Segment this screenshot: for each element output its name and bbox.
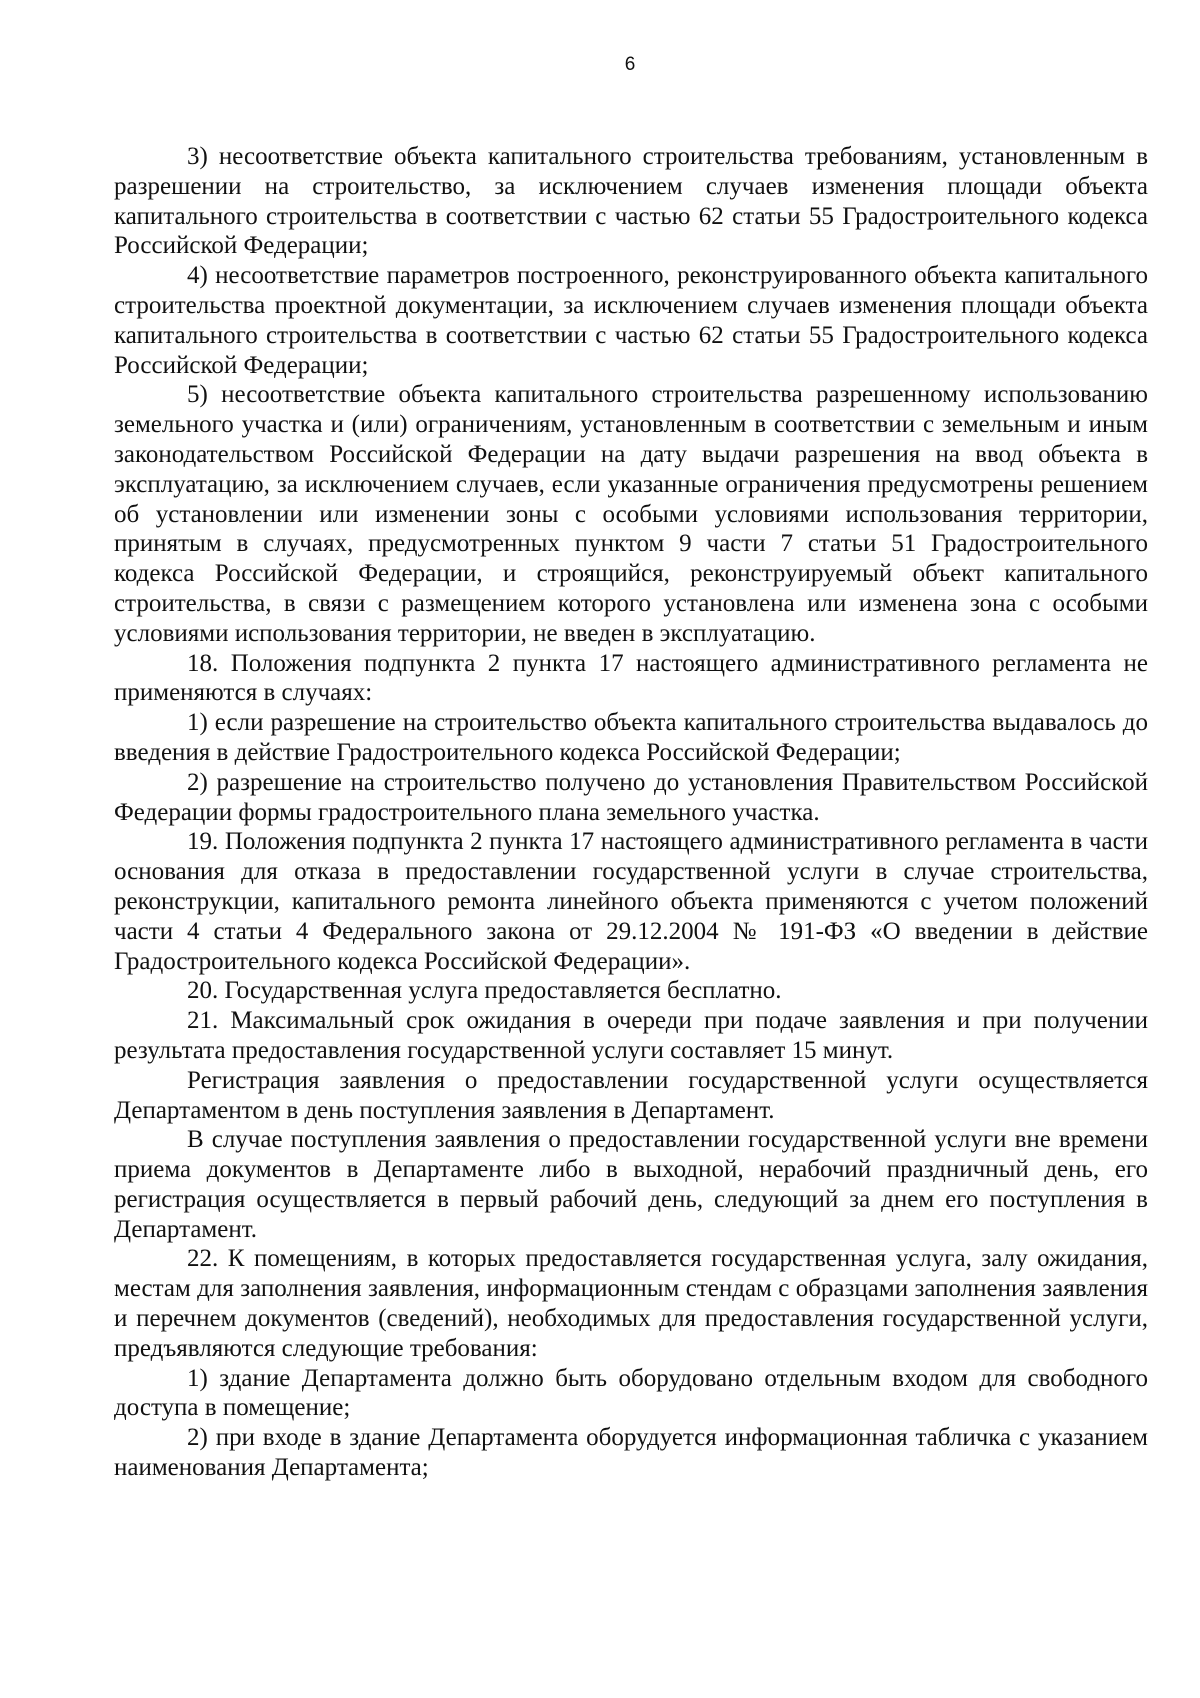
paragraph-18-item-1: 1) если разрешение на строительство объекта капитального строительства выдавалось до введения в действие Градостроительного кодекса Российской Федерации;: [114, 709, 1148, 766]
paragraph-21-off-hours: В случае поступления заявления о предоставлении государственной услуги вне времени приема документов в Департаменте либо в выходной, нерабочий праздничный день, его регистрация осуществляется в первый рабочий день, следующий за днем его поступления в Департамент.: [114, 1126, 1148, 1243]
paragraph-18-item-2: 2) разрешение на строительство получено до установления Правительством Российской Федерации формы градостроительного плана земельного участка.: [114, 768, 1148, 826]
paragraph-item-3: 3) несоответствие объекта капитального строительства требованиям, установленным в разрешении на строительство, за исключением случаев изменения площади объекта капитального строительства в соответствии с частью 62 статьи 55 Градостроительного кодекса Российской Федерации;: [114, 143, 1148, 260]
paragraph-22-item-1: 1) здание Департамента должно быть оборудовано отдельным входом для свободного доступа в помещение;: [114, 1364, 1148, 1422]
page-number: 6: [624, 54, 636, 75]
paragraph-22-item-2: 2) при входе в здание Департамента оборудуется информационная табличка с указанием наименования Департамента;: [114, 1424, 1148, 1482]
document-body: [114, 142, 1148, 1483]
paragraph-21: 21. Максимальный срок ожидания в очереди при подаче заявления и при получении результата предоставления государственной услуги составляет 15 минут.: [114, 1007, 1148, 1064]
paragraph-22: 22. К помещениям, в которых предоставляется государственная услуга, залу ожидания, местам для заполнения заявления, информационным стендам с образцами заполнения заявления и перечнем документов (сведений), необходимых для предоставления государственной услуги, предъявляются следующие требования:: [114, 1245, 1148, 1362]
paragraph-20: 20. Государственная услуга предоставляется бесплатно.: [187, 977, 782, 1005]
paragraph-21-registration: Регистрация заявления о предоставлении государственной услуги осуществляется Департаментом в день поступления заявления в Департамент.: [114, 1066, 1148, 1124]
paragraph-18: 18. Положения подпункта 2 пункта 17 настоящего административного регламента не применяются в случаях:: [114, 649, 1148, 707]
paragraph-item-5: 5) несоответствие объекта капитального строительства разрешенному использованию земельного участка и (или) ограничениям, установленным в соответствии с земельным и иным законодательством Российской Федерации на дату выдачи разрешения на ввод объекта в эксплуатацию, за исключением случаев, если указанные ограничения предусмотрены решением об установлении или изменении зоны с особыми условиями использования территории, принятым в случаях, предусмотренных пунктом 9 части 7 статьи 51 Градостроительного кодекса Российской Федерации, и строящийся, реконструируемый объект капитального строительства, в связи с размещением которого установлена или изменена зона с особыми условиями использования территории, не введен в эксплуатацию.: [114, 381, 1148, 647]
paragraph-19: 19. Положения подпункта 2 пункта 17 настоящего административного регламента в части основания для отказа в предоставлении государственной услуги в случае строительства, реконструкции, капитального ремонта линейного объекта применяются с учетом положений части 4 статьи 4 Федерального закона от 29.12.2004 № 191-ФЗ «О введении в действие Градостроительного кодекса Российской Федерации».: [114, 828, 1148, 975]
paragraph-item-4: 4) несоответствие параметров построенного, реконструированного объекта капитального строительства проектной документации, за исключением случаев изменения площади объекта капитального строительства в соответствии с частью 62 статьи 55 Градостроительного кодекса Российской Федерации;: [114, 262, 1148, 379]
